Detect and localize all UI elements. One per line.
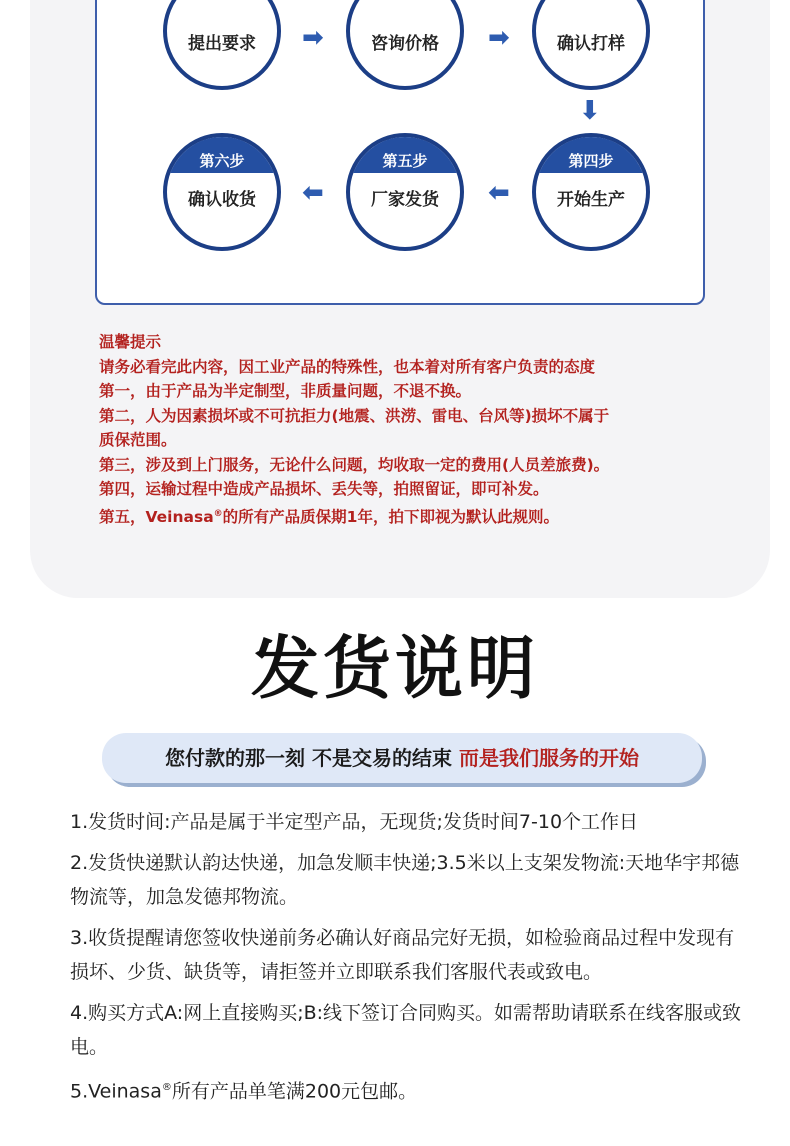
tips-last-suffix: 的所有产品质保期1年，拍下即视为默认此规则。 [222,507,559,526]
registered-mark: ® [213,508,223,519]
step-4 [532,133,650,251]
arrow-left-icon: ⬅ [488,178,510,208]
shipping-title: 发货说明 [250,630,539,709]
shipping-item: 1.发货时间:产品是属于半定型产品，无现货;发货时间7-10个工作日 [70,811,639,833]
step-label: 咨询价格 [371,34,439,54]
slogan-text: 您付款的那一刻 不是交易的结束 [165,746,459,770]
tips-title: 温馨提示 [99,333,162,351]
slogan-banner [102,733,702,783]
tips-line: 第一，由于产品为半定制型，非质量问题，不退不换。 [99,382,472,400]
tips-line: 质保范围。 [99,431,177,449]
tips-line: 请务必看完此内容，因工业产品的特殊性，也本着对所有客户负责的态度 [99,357,596,376]
step-tag: 第六步 [167,137,277,173]
shipping-item: 2.发货快递默认韵达快递，加急发顺丰快递;3.5米以上支架发物流:天地华宇邦德物流等，加急发德邦物流。 [70,852,740,908]
registered-mark: ® [161,1082,172,1093]
tips-last-prefix: 第五，Veinasa [99,507,214,526]
tips-line: 第三，涉及到上门服务，无论什么问题，均收取一定的费用(人员差旅费)。 [99,455,610,474]
step-tag: 第四步 [536,137,646,173]
tips-line: 第二，人为因素损坏或不可抗拒力(地震、洪涝、雷电、台风等)损坏不属于 [99,406,610,425]
arrow-left-icon: ⬅ [302,178,324,208]
tips-line: 第四，运输过程中造成产品损坏、丢失等，拍照留证，即可补发。 [99,480,549,498]
shipping-item [70,1071,750,1108]
arrow-right-icon: ➡ [302,23,324,53]
step-label: 确认打样 [557,34,625,54]
shipping-last-suffix: 所有产品单笔满200元包邮。 [171,1080,418,1103]
step-5 [346,133,464,251]
arrow-down-icon: ⬇ [579,96,601,126]
arrow-right-icon: ➡ [488,23,510,53]
shipping-item: 4.购买方式A:网上直接购买;B:线下签订合同购买。如需帮助请联系在线客服或致电。 [70,1002,742,1058]
shipping-last-prefix: 5.Veinasa [70,1080,162,1103]
step-label: 厂家发货 [371,190,439,210]
step-tag: 第五步 [350,137,460,173]
step-label: 确认收货 [188,190,256,210]
step-label: 提出要求 [188,34,256,54]
slogan-highlight: 而是我们服务的开始 [458,746,639,770]
step-label: 开始生产 [557,190,625,210]
step-6 [163,133,281,251]
tips-line [99,502,719,530]
warm-tips [99,330,719,529]
shipping-item: 3.收货提醒请您签收快递前务必确认好商品完好无损，如检验商品过程中发现有损坏、少货、缺货等，请拒签并立即联系我们客服代表或致电。 [70,927,735,983]
shipping-info [70,805,750,1115]
